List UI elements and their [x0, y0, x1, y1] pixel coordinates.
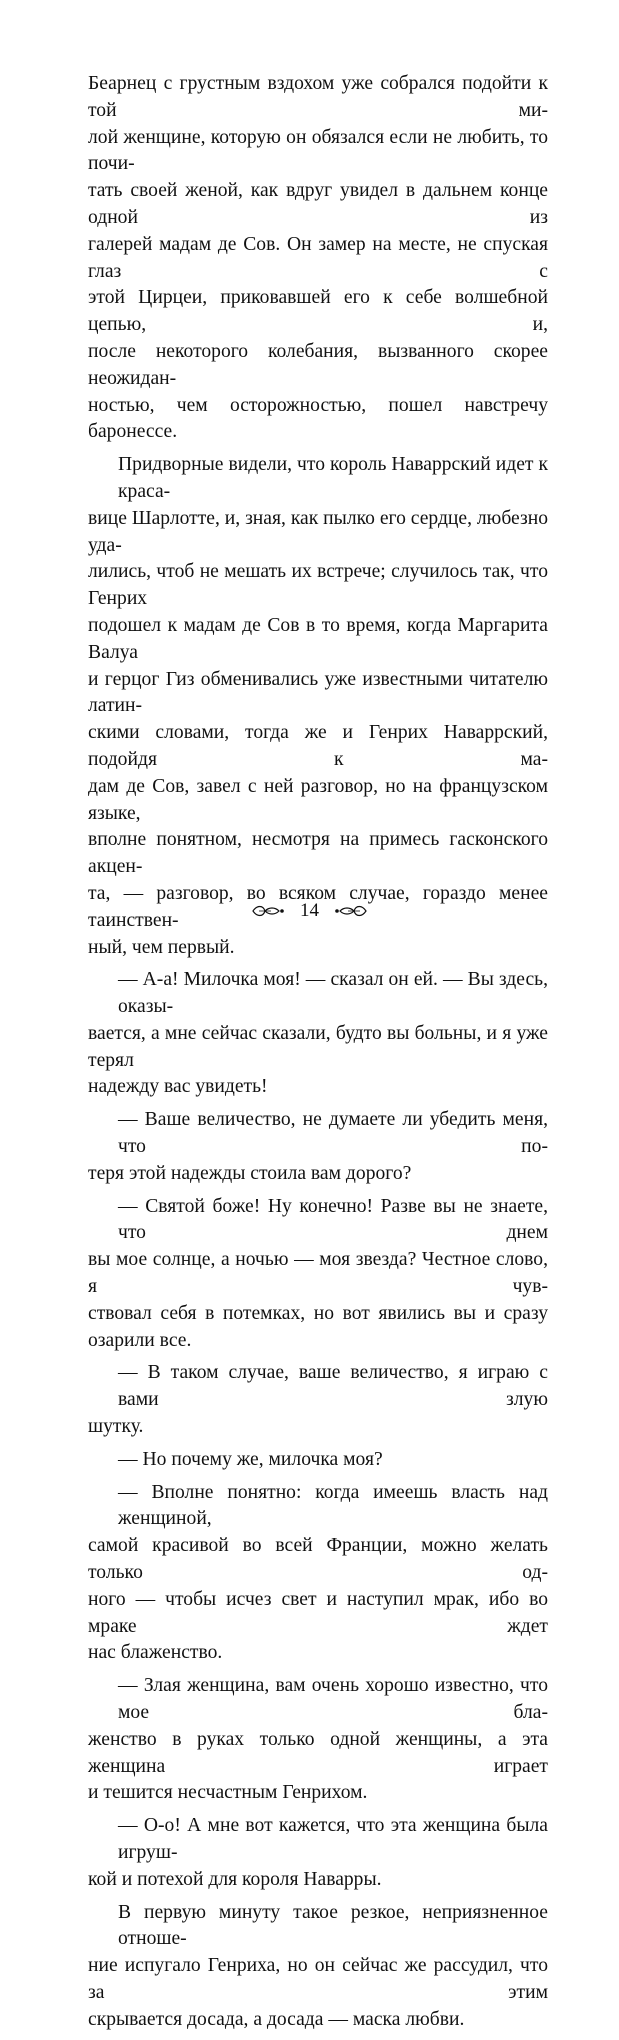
page-number: 14	[300, 899, 319, 921]
text-line: и тешится несчастным Генрихом.	[88, 1782, 368, 1804]
text-line: скими словами, тогда же и Генрих Наваррский, подойдя к ма-	[88, 722, 548, 770]
text-line: шутку.	[88, 1416, 144, 1438]
ornament-left-icon	[251, 904, 285, 918]
paragraph	[88, 1813, 548, 1893]
text-line: вы мое солнце, а ночью — моя звезда? Честное слово, я чув-	[88, 1249, 548, 1298]
text-line: та, — разговор, во всяком случае, гораздо менее таинствен-	[88, 882, 548, 931]
paragraph	[88, 1107, 548, 1187]
text-line: дам де Сов, завел с ней разговор, но на французском языке,	[88, 775, 548, 824]
book-page-text	[88, 71, 548, 2040]
text-line: — Святой боже! Ну конечно! Разве вы не знаете, что днем	[118, 1195, 548, 1244]
text-line: — А-а! Милочка моя! — сказал он ей. — Вы здесь, оказы-	[118, 969, 548, 1018]
text-line: — В таком случае, ваше величество, я играю с вами злую	[118, 1362, 548, 1411]
text-line: тать своей женой, как вдруг увидел в дальнем конце одной из	[88, 180, 548, 228]
text-line: после некоторого колебания, вызванного скорее неожидан-	[88, 340, 548, 389]
text-line: ностью, чем осторожностью, пошел навстречу баронессе.	[88, 394, 548, 443]
text-line: самой красивой во всей Франции, можно желать только од-	[88, 1535, 548, 1584]
text-line: этой Цирцеи, приковавшей его к себе волшебной цепью, и,	[88, 287, 548, 336]
paragraph	[88, 1480, 548, 1668]
text-line: — Ваше величество, не думаете ли убедить меня, что по-	[118, 1109, 548, 1158]
text-line: надежду вас увидеть!	[88, 1076, 268, 1098]
text-line: нас блаженство.	[88, 1642, 223, 1664]
text-line: вице Шарлотте, и, зная, как пылко его сердце, любезно уда-	[88, 507, 548, 556]
text-line: подошел к мадам де Сов в то время, когда Маргарита Валуа	[88, 614, 548, 663]
paragraph	[88, 1447, 548, 1474]
text-line: Беарнец с грустным вздохом уже собрался подойти к той ми-	[88, 73, 548, 121]
paragraph	[88, 1194, 548, 1355]
text-line: ние испугало Генриха, но он сейчас же рассудил, что за этим	[88, 1955, 548, 2003]
page-footer	[0, 899, 619, 922]
paragraph	[88, 1673, 548, 1807]
text-line: лой женщине, которую он обязался если не любить, то почи-	[88, 126, 548, 175]
text-line: — Злая женщина, вам очень хорошо известно, что мое бла-	[118, 1675, 548, 1724]
text-line: В первую минуту такое резкое, неприязненное отноше-	[118, 1901, 548, 1950]
text-line: ный, чем первый.	[88, 936, 235, 958]
paragraph	[88, 1900, 548, 2034]
text-line: — Но почему же, милочка моя?	[118, 1448, 383, 1470]
paragraph	[88, 452, 548, 961]
text-line: ствовал себя в потемках, но вот явились вы и сразу озарили все.	[88, 1302, 548, 1351]
text-line: — Вполне понятно: когда имеешь власть над женщиной,	[118, 1481, 548, 1530]
text-line: скрывается досада, а досада — маска любви.	[88, 2008, 465, 2030]
text-line: и герцог Гиз обменивались уже известными читателю латин-	[88, 668, 548, 717]
text-line: женство в руках только одной женщины, а эта женщина играет	[88, 1728, 548, 1777]
text-line: лились, чтоб не мешать их встрече; случилось так, что Генрих	[88, 561, 548, 610]
text-line: — О-о! А мне вот кажется, что эта женщина была игруш-	[118, 1815, 548, 1863]
text-line: вполне понятном, несмотря на примесь гасконского акцен-	[88, 829, 548, 878]
text-line: вается, а мне сейчас сказали, будто вы больны, и я уже терял	[88, 1022, 548, 1071]
ornament-right-icon	[334, 904, 368, 918]
text-line: теря этой надежды стоила вам дорого?	[88, 1162, 412, 1184]
text-line: галерей мадам де Сов. Он замер на месте, не спуская глаз с	[88, 233, 548, 282]
paragraph	[88, 967, 548, 1101]
paragraph	[88, 71, 548, 446]
text-line: Придворные видели, что король Наваррский идет к краса-	[118, 454, 548, 502]
text-line: кой и потехой для короля Наварры.	[88, 1868, 382, 1890]
paragraph	[88, 1360, 548, 1440]
text-line: ного — чтобы исчез свет и наступил мрак, ибо во мраке ждет	[88, 1588, 548, 1637]
